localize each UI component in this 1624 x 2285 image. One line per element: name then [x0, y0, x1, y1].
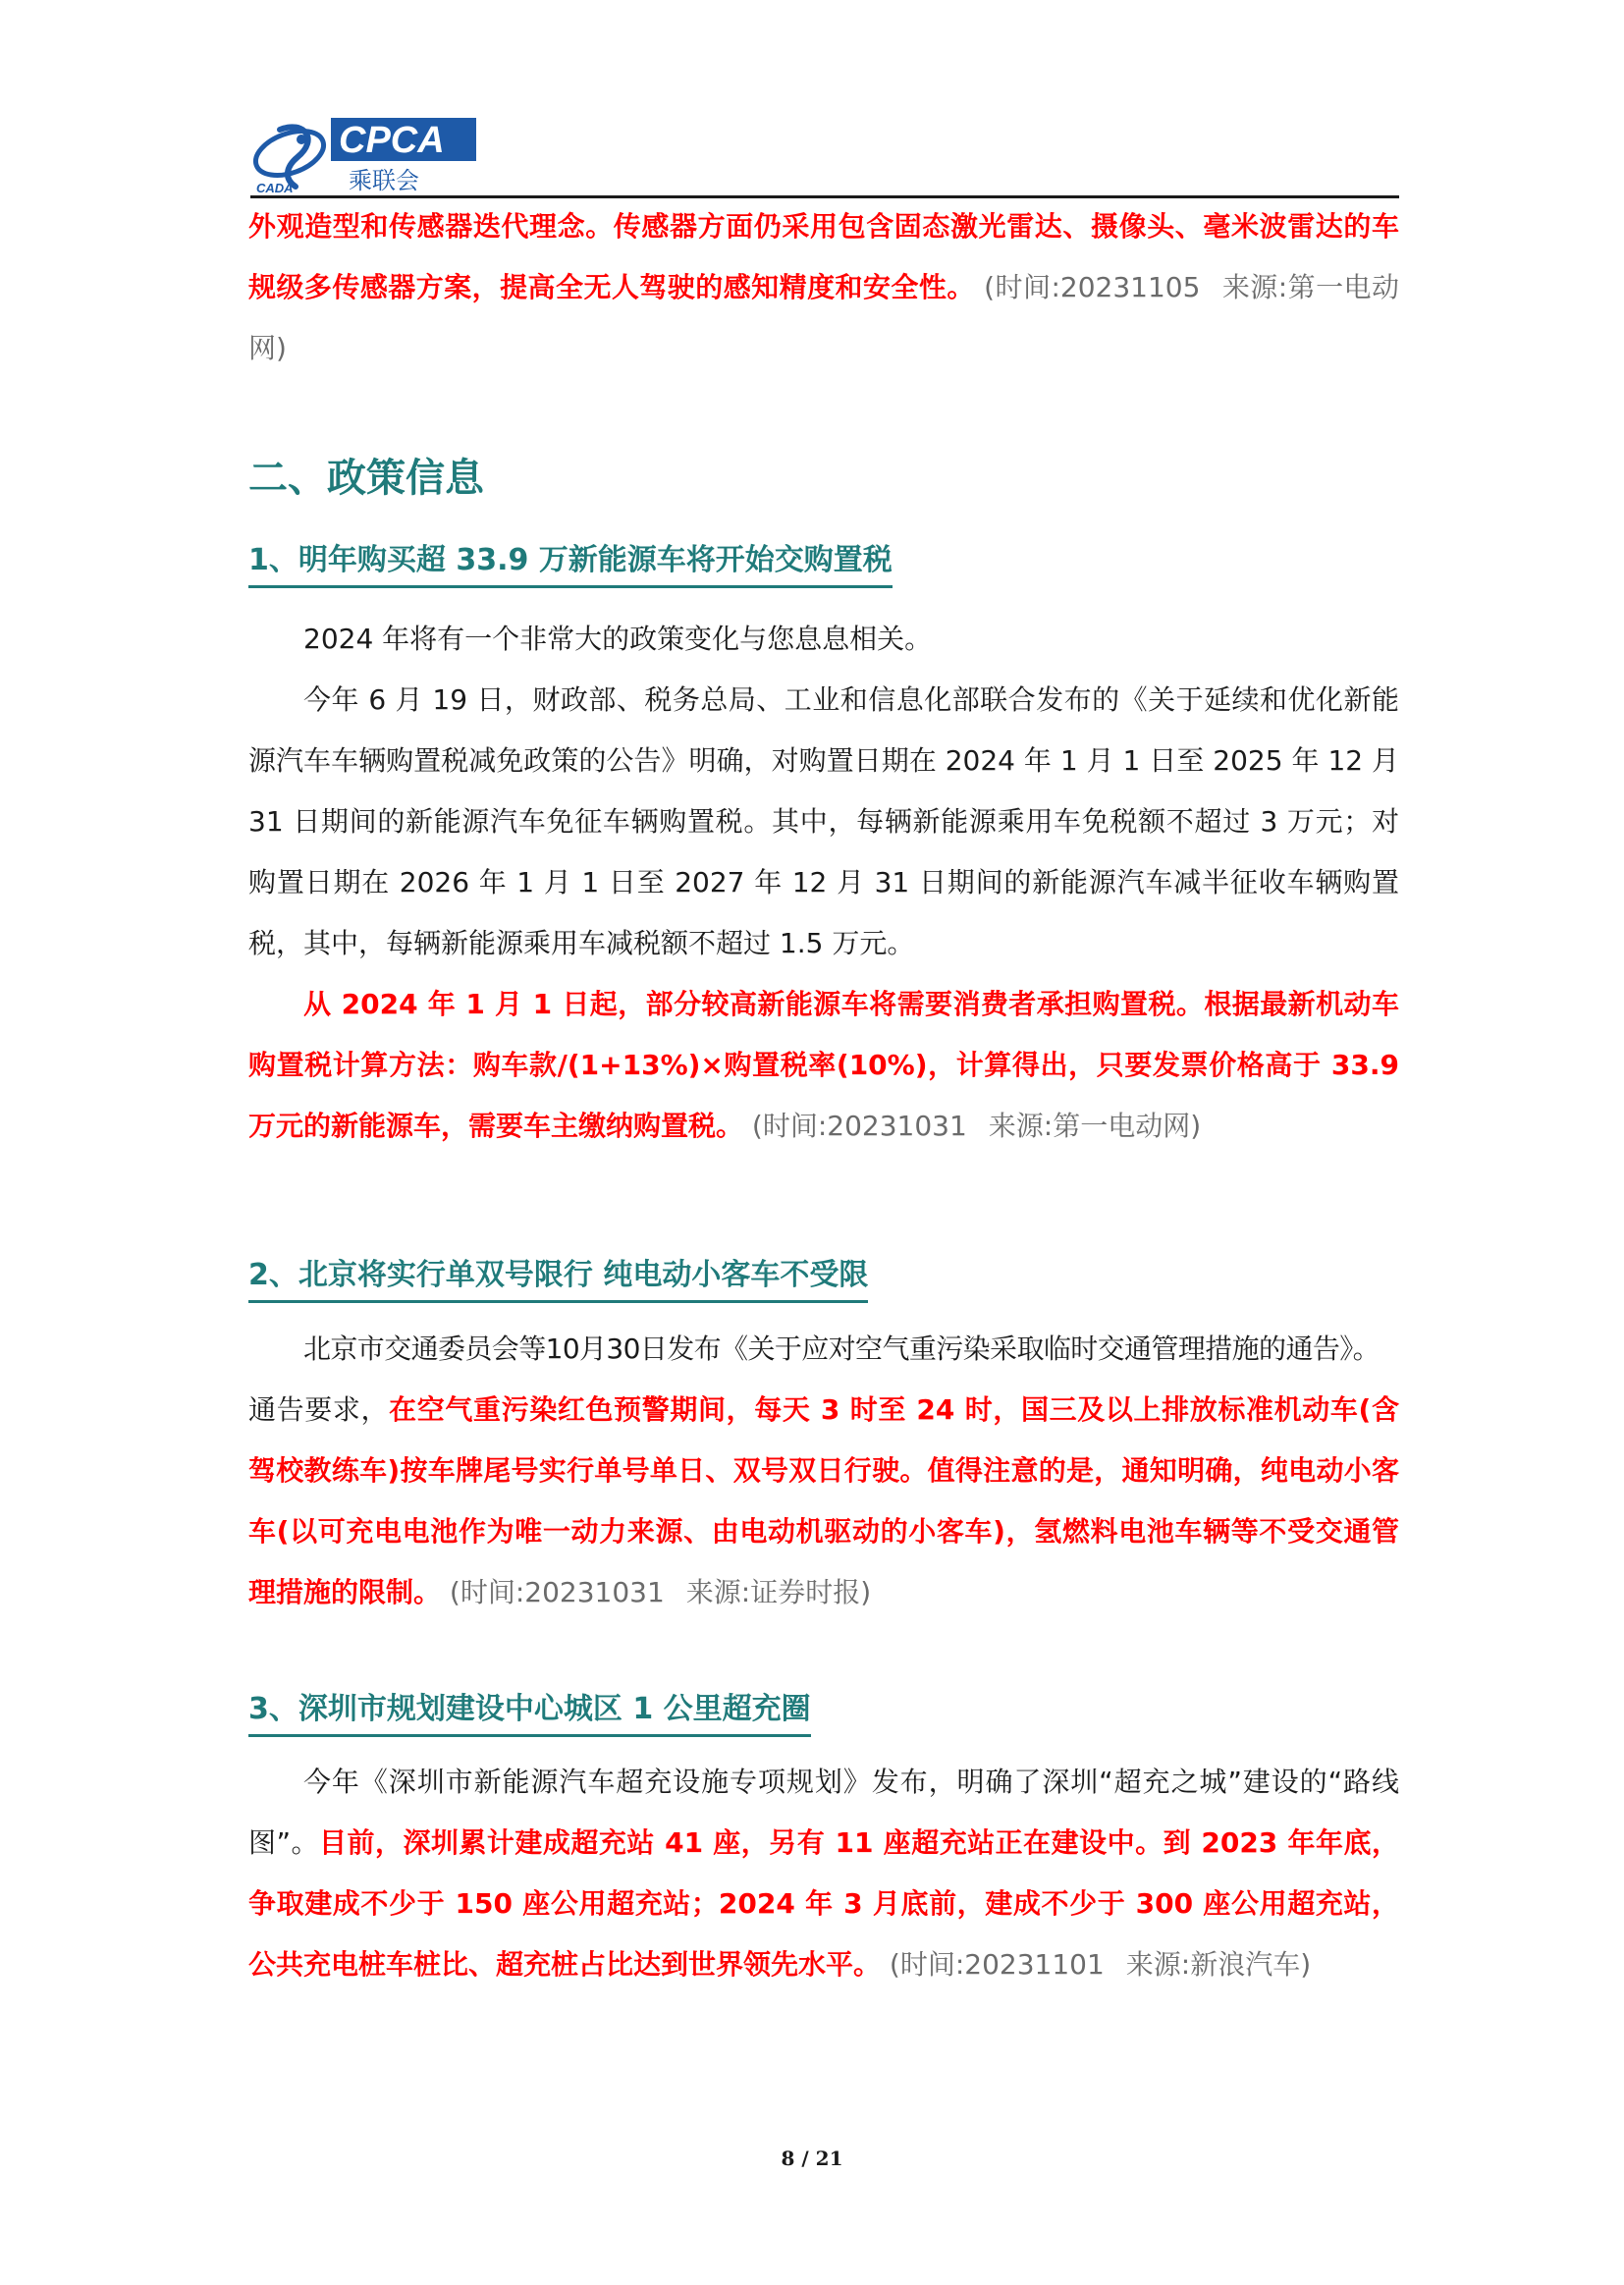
section-title: 二、政策信息 — [248, 456, 484, 501]
intro-meta-date: (时间:20231105 — [984, 271, 1201, 303]
article-1-red-text: 从 2024 年 1 月 1 日起，部分较高新能源车将需要消费者承担购置税。根据最新机动车购置税计算方法：购车款/(1+13%)×购置税率(10%)，计算得出，只要发票价格高于 33.9 万元的新能源车，需要车主缴纳购置税。 — [248, 988, 1399, 1142]
article-3-meta-source: 来源:新浪汽车) — [1125, 1948, 1312, 1981]
intro-paragraph — [248, 196, 1399, 379]
article-2-body — [248, 1319, 1399, 1623]
article-3-red-text: 目前，深圳累计建成超充站 41 座，另有 11 座超充站正在建设中。到 2023 年年底，争取建成不少于 150 座公用超充站；2024 年 3 月底前，建成不少于 300 座公用超充站，公共充电桩车桩比、超充桩占比达到世界领先水平。 — [248, 1826, 1399, 1981]
article-3-plain-text: 今年《深圳市新能源汽车超充设施专项规划》发布，明确了深圳“超充之城”建设的“路线图”。 — [248, 1766, 1399, 1859]
article-1-title: 1、明年购买超 33.9 万新能源车将开始交购置税 — [248, 538, 893, 588]
article-1-body — [248, 609, 1399, 1157]
article-2-title: 2、北京将实行单双号限行 纯电动小客车不受限 — [248, 1253, 868, 1303]
logo-text: CPCA — [339, 120, 445, 161]
article-1-meta-source: 来源:第一电动网) — [988, 1110, 1202, 1142]
page-number: 8 / 21 — [781, 2147, 843, 2170]
article-3-meta-date: (时间:20231101 — [889, 1948, 1105, 1981]
article-2-plain-text: 通告要求， — [248, 1393, 390, 1426]
intro-meta-source: 来源:第一电动网) — [248, 271, 1399, 364]
logo-subtext: 乘联会 — [349, 167, 419, 194]
article-1 — [248, 538, 1399, 588]
article-3-body — [248, 1752, 1399, 1995]
article-1-meta-date: (时间:20231031 — [751, 1110, 967, 1142]
article-2-red-text: 在空气重污染红色预警期间，每天 3 时至 24 时，国三及以上排放标准机动车(含驾校教练车)按车牌尾号实行单号单日、双号双日行驶。值得注意的是，通知明确，纯电动小客车(以可充电电池作为唯一动力来源、由电动机驱动的小客车)，氢燃料电池车辆等不受交通管理措施的限制。 — [248, 1393, 1399, 1608]
article-3-meta — [890, 1948, 1311, 1981]
article-2-meta-source: 来源:证券时报) — [685, 1576, 872, 1608]
cpca-logo — [250, 110, 476, 194]
article-1-p2: 今年 6 月 19 日，财政部、税务总局、工业和信息化部联合发布的《关于延续和优化新能源汽车车辆购置税减免政策的公告》明确，对购置日期在 2024 年 1 月 1 日至 2025 年 12 月 31 日期间的新能源汽车免征车辆购置税。其中，每辆新能源乘用车免税额不超过 3 万元；对购置日期在 2026 年 1 月 1 日至 2027 年 12 月 31 日期间的新能源汽车减半征收车辆购置税，其中，每辆新能源乘用车减税额不超过 1.5 万元。 — [248, 683, 1399, 959]
intro-red-text: 外观造型和传感器迭代理念。传感器方面仍采用包含固态激光雷达、摄像头、毫米波雷达的车规级多传感器方案，提高全无人驾驶的感知精度和安全性。 — [248, 210, 1399, 303]
logo-small-text: CADA — [256, 181, 294, 194]
article-3-title: 3、深圳市规划建设中心城区 1 公里超充圈 — [248, 1687, 811, 1737]
article-2-meta-date: (时间:20231031 — [449, 1576, 665, 1608]
page-header — [250, 110, 1399, 194]
article-2-p1: 北京市交通委员会等10月30日发布《关于应对空气重污染采取临时交通管理措施的通告》。 — [303, 1333, 1380, 1365]
article-1-meta — [752, 1110, 1201, 1142]
article-2 — [248, 1253, 1399, 1303]
article-1-p1: 2024 年将有一个非常大的政策变化与您息息相关。 — [303, 623, 933, 655]
article-3 — [248, 1687, 1399, 1737]
article-2-meta — [450, 1576, 871, 1608]
